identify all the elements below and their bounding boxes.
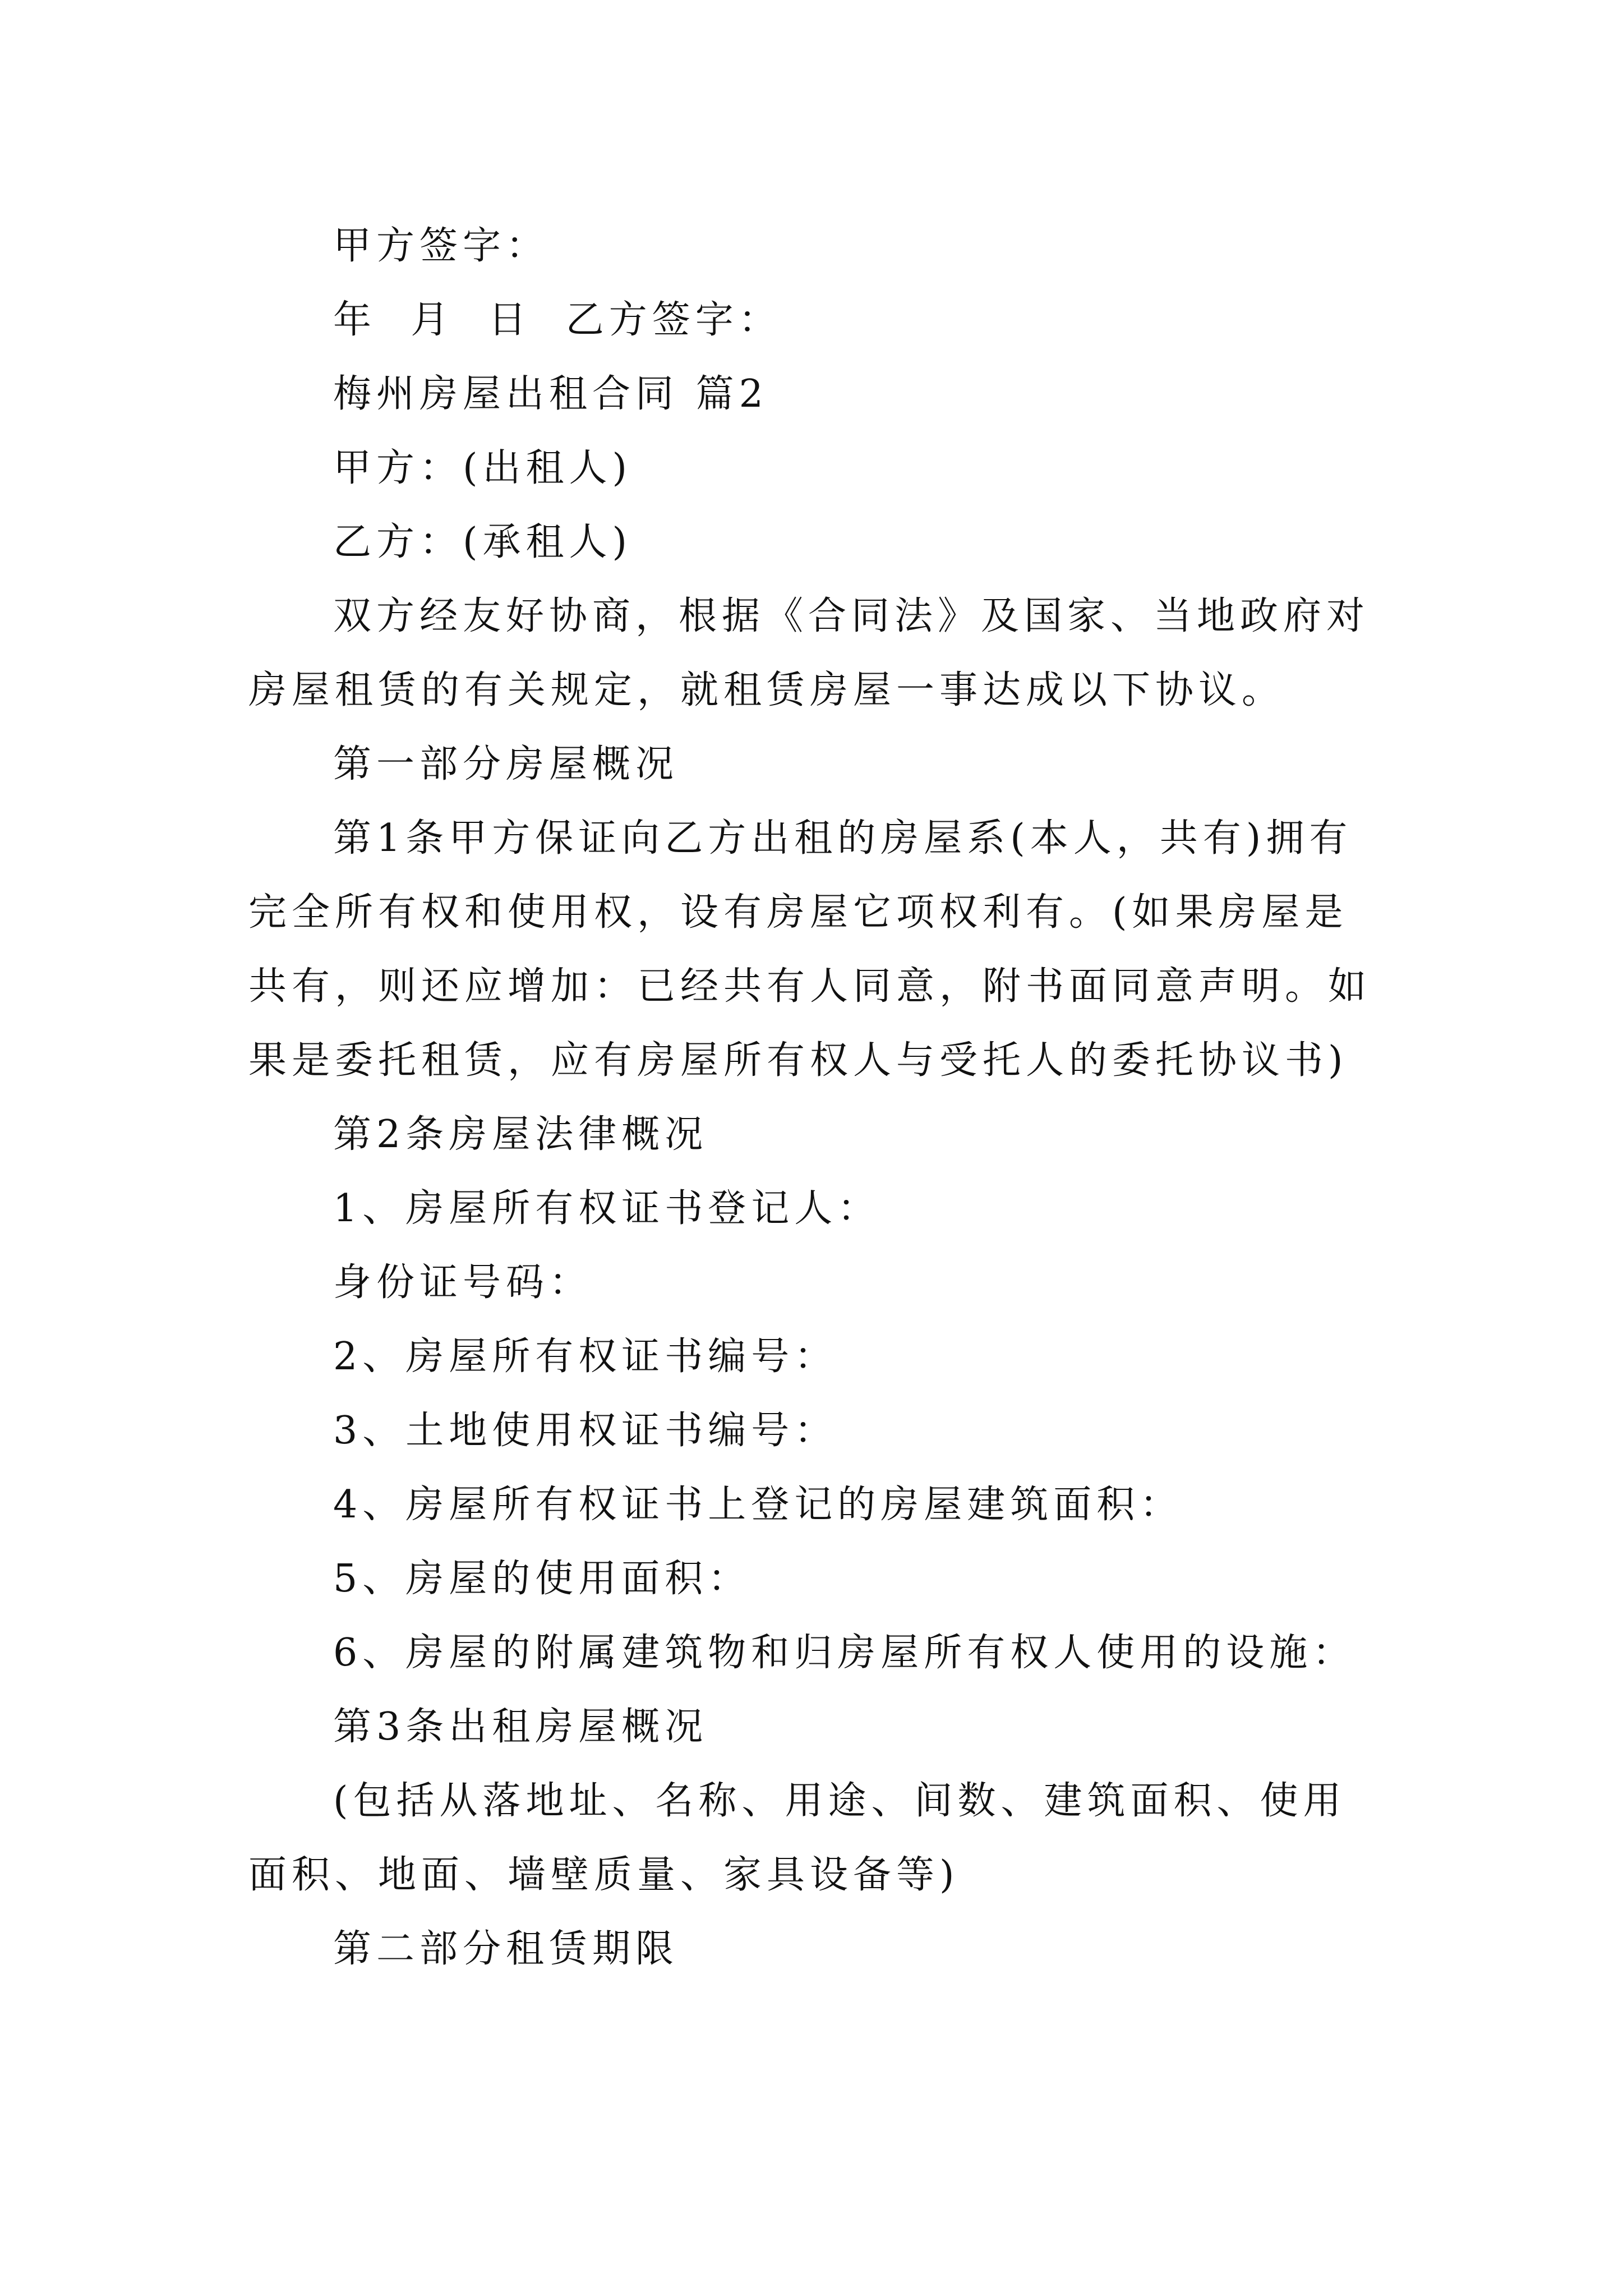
paragraph-article-3-detail: (包括从落地址、名称、用途、间数、建筑面积、使用面积、地面、墙壁质量、家具设备等) [248,1779,1347,1897]
paragraph-article-1: 第1条甲方保证向乙方出租的房屋系(本人，共有)拥有完全所有权和使用权，设有房屋它项权利有。(如果房屋是共有，则还应增加：已经共有人同意，附书面同意声明。如果是委托租赁，应有房屋所有权人与受托人的委托协议书) [248,816,1372,1083]
paragraph-item-6: 6、房屋的附属建筑物和归房屋所有权人使用的设施： [333,1631,1356,1675]
paragraph-item-4: 4、房屋所有权证书上登记的房屋建筑面积： [333,1483,1183,1527]
paragraph-article-2-heading: 第2条房屋法律概况 [333,1112,708,1157]
paragraph-party-a: 甲方：(出租人) [333,446,633,490]
paragraph-party-a-signature: 甲方签字： [333,224,550,268]
paragraph-date-party-b-signature: 年 月 日 乙方签字： [333,298,782,342]
paragraph-part-two-heading: 第二部分租赁期限 [333,1927,679,1971]
paragraph-item-5: 5、房屋的使用面积： [333,1557,751,1601]
document-body [248,209,1387,1986]
paragraph-part-one-heading: 第一部分房屋概况 [333,742,679,786]
paragraph-item-2: 2、房屋所有权证书编号： [333,1335,838,1379]
paragraph-preamble: 双方经友好协商，根据《合同法》及国家、当地政府对房屋租赁的有关规定，就租赁房屋一事达成以下协议。 [248,594,1370,712]
paragraph-item-3: 3、土地使用权证书编号： [333,1409,838,1453]
paragraph-id-number: 身份证号码： [333,1260,593,1305]
paragraph-contract-title: 梅州房屋出租合同 篇2 [333,372,768,416]
paragraph-party-b: 乙方：(承租人) [333,520,633,564]
paragraph-item-1: 1、房屋所有权证书登记人： [333,1186,881,1231]
paragraph-article-3-heading: 第3条出租房屋概况 [333,1705,708,1749]
